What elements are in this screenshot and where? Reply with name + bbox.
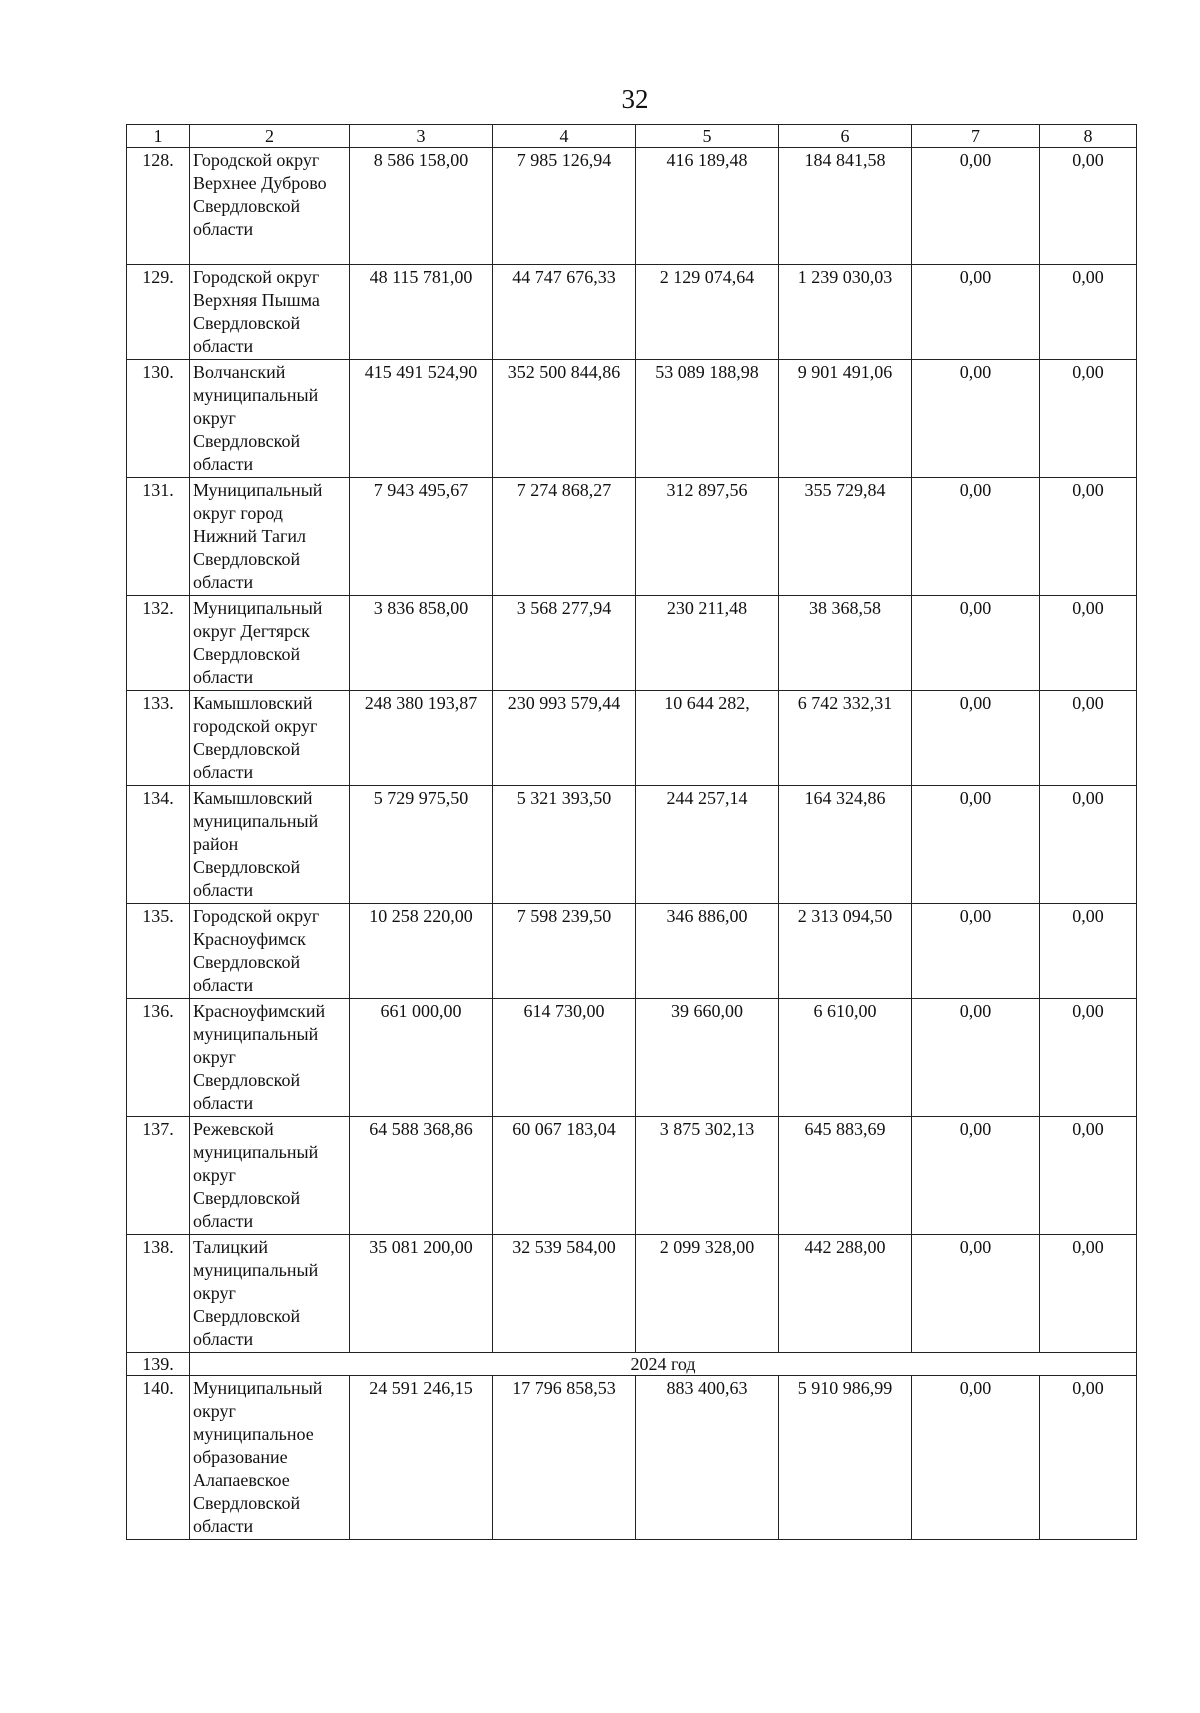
amount-cell: 3 568 277,94 bbox=[493, 596, 636, 691]
amount-cell: 0,00 bbox=[1040, 999, 1137, 1117]
municipality-name: Режевской муниципальный округ Свердловской области bbox=[190, 1117, 350, 1235]
column-header: 1 bbox=[127, 125, 190, 148]
table-row bbox=[127, 1376, 1137, 1540]
row-number: 136. bbox=[127, 999, 190, 1117]
amount-cell: 0,00 bbox=[1040, 1235, 1137, 1353]
amount-cell: 44 747 676,33 bbox=[493, 265, 636, 360]
amount-cell: 60 067 183,04 bbox=[493, 1117, 636, 1235]
amount-cell: 5 910 986,99 bbox=[779, 1376, 912, 1540]
amount-cell: 0,00 bbox=[912, 1235, 1040, 1353]
municipality-name: Красноуфимский муниципальный округ Свердловской области bbox=[190, 999, 350, 1117]
amount-cell: 6 742 332,31 bbox=[779, 691, 912, 786]
column-header: 2 bbox=[190, 125, 350, 148]
municipality-name: Талицкий муниципальный округ Свердловской области bbox=[190, 1235, 350, 1353]
amount-cell: 2 313 094,50 bbox=[779, 904, 912, 999]
table-row bbox=[127, 786, 1137, 904]
amount-cell: 0,00 bbox=[1040, 596, 1137, 691]
amount-cell: 5 729 975,50 bbox=[350, 786, 493, 904]
amount-cell: 248 380 193,87 bbox=[350, 691, 493, 786]
amount-cell: 64 588 368,86 bbox=[350, 1117, 493, 1235]
amount-cell: 0,00 bbox=[912, 596, 1040, 691]
amount-cell: 9 901 491,06 bbox=[779, 360, 912, 478]
page-number: 32 bbox=[621, 84, 649, 114]
table-row bbox=[127, 999, 1137, 1117]
amount-cell: 230 211,48 bbox=[636, 596, 779, 691]
amount-cell: 0,00 bbox=[1040, 904, 1137, 999]
amount-cell: 0,00 bbox=[912, 786, 1040, 904]
row-number: 131. bbox=[127, 478, 190, 596]
row-number: 137. bbox=[127, 1117, 190, 1235]
amount-cell: 17 796 858,53 bbox=[493, 1376, 636, 1540]
table-row bbox=[127, 265, 1137, 360]
table-body bbox=[127, 125, 1137, 1540]
amount-cell: 0,00 bbox=[1040, 478, 1137, 596]
amount-cell: 346 886,00 bbox=[636, 904, 779, 999]
amount-cell: 10 258 220,00 bbox=[350, 904, 493, 999]
municipality-name: Камышловский муниципальный район Свердловской области bbox=[190, 786, 350, 904]
row-number: 135. bbox=[127, 904, 190, 999]
amount-cell: 3 875 302,13 bbox=[636, 1117, 779, 1235]
amount-cell: 53 089 188,98 bbox=[636, 360, 779, 478]
municipality-name: Городской округ Верхняя Пышма Свердловской области bbox=[190, 265, 350, 360]
amount-cell: 614 730,00 bbox=[493, 999, 636, 1117]
amount-cell: 0,00 bbox=[912, 360, 1040, 478]
amount-cell: 661 000,00 bbox=[350, 999, 493, 1117]
amount-cell: 6 610,00 bbox=[779, 999, 912, 1117]
amount-cell: 2 129 074,64 bbox=[636, 265, 779, 360]
amount-cell: 38 368,58 bbox=[779, 596, 912, 691]
amount-cell: 0,00 bbox=[912, 148, 1040, 265]
amount-cell: 3 836 858,00 bbox=[350, 596, 493, 691]
table-row bbox=[127, 148, 1137, 265]
amount-cell: 0,00 bbox=[912, 691, 1040, 786]
amount-cell: 0,00 bbox=[912, 265, 1040, 360]
amount-cell: 35 081 200,00 bbox=[350, 1235, 493, 1353]
table-row bbox=[127, 596, 1137, 691]
column-header: 8 bbox=[1040, 125, 1137, 148]
column-header: 7 bbox=[912, 125, 1040, 148]
row-number: 133. bbox=[127, 691, 190, 786]
table-row bbox=[127, 1235, 1137, 1353]
amount-cell: 7 985 126,94 bbox=[493, 148, 636, 265]
table-row bbox=[127, 360, 1137, 478]
amount-cell: 7 943 495,67 bbox=[350, 478, 493, 596]
row-number: 139. bbox=[127, 1353, 190, 1376]
row-number: 134. bbox=[127, 786, 190, 904]
amount-cell: 0,00 bbox=[1040, 1117, 1137, 1235]
amount-cell: 244 257,14 bbox=[636, 786, 779, 904]
amount-cell: 7 598 239,50 bbox=[493, 904, 636, 999]
amount-cell: 184 841,58 bbox=[779, 148, 912, 265]
municipality-name: Городской округ Верхнее Дуброво Свердловской области bbox=[190, 148, 350, 265]
table-row bbox=[127, 691, 1137, 786]
row-number: 129. bbox=[127, 265, 190, 360]
amount-cell: 352 500 844,86 bbox=[493, 360, 636, 478]
amount-cell: 39 660,00 bbox=[636, 999, 779, 1117]
amount-cell: 442 288,00 bbox=[779, 1235, 912, 1353]
amount-cell: 230 993 579,44 bbox=[493, 691, 636, 786]
column-header: 3 bbox=[350, 125, 493, 148]
amount-cell: 8 586 158,00 bbox=[350, 148, 493, 265]
amount-cell: 415 491 524,90 bbox=[350, 360, 493, 478]
amount-cell: 0,00 bbox=[1040, 360, 1137, 478]
amount-cell: 0,00 bbox=[912, 478, 1040, 596]
amount-cell: 7 274 868,27 bbox=[493, 478, 636, 596]
row-number: 128. bbox=[127, 148, 190, 265]
amount-cell: 355 729,84 bbox=[779, 478, 912, 596]
amount-cell: 0,00 bbox=[912, 999, 1040, 1117]
amount-cell: 0,00 bbox=[1040, 265, 1137, 360]
table-row bbox=[127, 1117, 1137, 1235]
column-number-row bbox=[127, 125, 1137, 148]
amount-cell: 312 897,56 bbox=[636, 478, 779, 596]
amount-cell: 48 115 781,00 bbox=[350, 265, 493, 360]
column-header: 4 bbox=[493, 125, 636, 148]
amount-cell: 164 324,86 bbox=[779, 786, 912, 904]
municipality-name: Муниципальный округ город Нижний Тагил Свердловской области bbox=[190, 478, 350, 596]
amount-cell: 2 099 328,00 bbox=[636, 1235, 779, 1353]
row-number: 138. bbox=[127, 1235, 190, 1353]
amount-cell: 645 883,69 bbox=[779, 1117, 912, 1235]
municipality-name: Волчанский муниципальный округ Свердловской области bbox=[190, 360, 350, 478]
amount-cell: 0,00 bbox=[1040, 691, 1137, 786]
section-row bbox=[127, 1353, 1137, 1376]
year-label: 2024 год bbox=[190, 1353, 1137, 1376]
row-number: 132. bbox=[127, 596, 190, 691]
municipality-name: Камышловский городской округ Свердловской области bbox=[190, 691, 350, 786]
amount-cell: 10 644 282, bbox=[636, 691, 779, 786]
amount-cell: 0,00 bbox=[912, 1376, 1040, 1540]
amount-cell: 1 239 030,03 bbox=[779, 265, 912, 360]
amount-cell: 0,00 bbox=[912, 904, 1040, 999]
table-row bbox=[127, 478, 1137, 596]
row-number: 140. bbox=[127, 1376, 190, 1540]
amount-cell: 0,00 bbox=[1040, 1376, 1137, 1540]
amount-cell: 5 321 393,50 bbox=[493, 786, 636, 904]
table-row bbox=[127, 904, 1137, 999]
municipality-name: Городской округ Красноуфимск Свердловской области bbox=[190, 904, 350, 999]
data-table bbox=[126, 124, 1137, 1540]
amount-cell: 32 539 584,00 bbox=[493, 1235, 636, 1353]
amount-cell: 0,00 bbox=[1040, 786, 1137, 904]
amount-cell: 883 400,63 bbox=[636, 1376, 779, 1540]
municipality-name: Муниципальный округ Дегтярск Свердловской области bbox=[190, 596, 350, 691]
column-header: 6 bbox=[779, 125, 912, 148]
amount-cell: 24 591 246,15 bbox=[350, 1376, 493, 1540]
column-header: 5 bbox=[636, 125, 779, 148]
amount-cell: 416 189,48 bbox=[636, 148, 779, 265]
amount-cell: 0,00 bbox=[912, 1117, 1040, 1235]
municipality-name: Муниципальный округ муниципальное образование Алапаевское Свердловской области bbox=[190, 1376, 350, 1540]
amount-cell: 0,00 bbox=[1040, 148, 1137, 265]
row-number: 130. bbox=[127, 360, 190, 478]
